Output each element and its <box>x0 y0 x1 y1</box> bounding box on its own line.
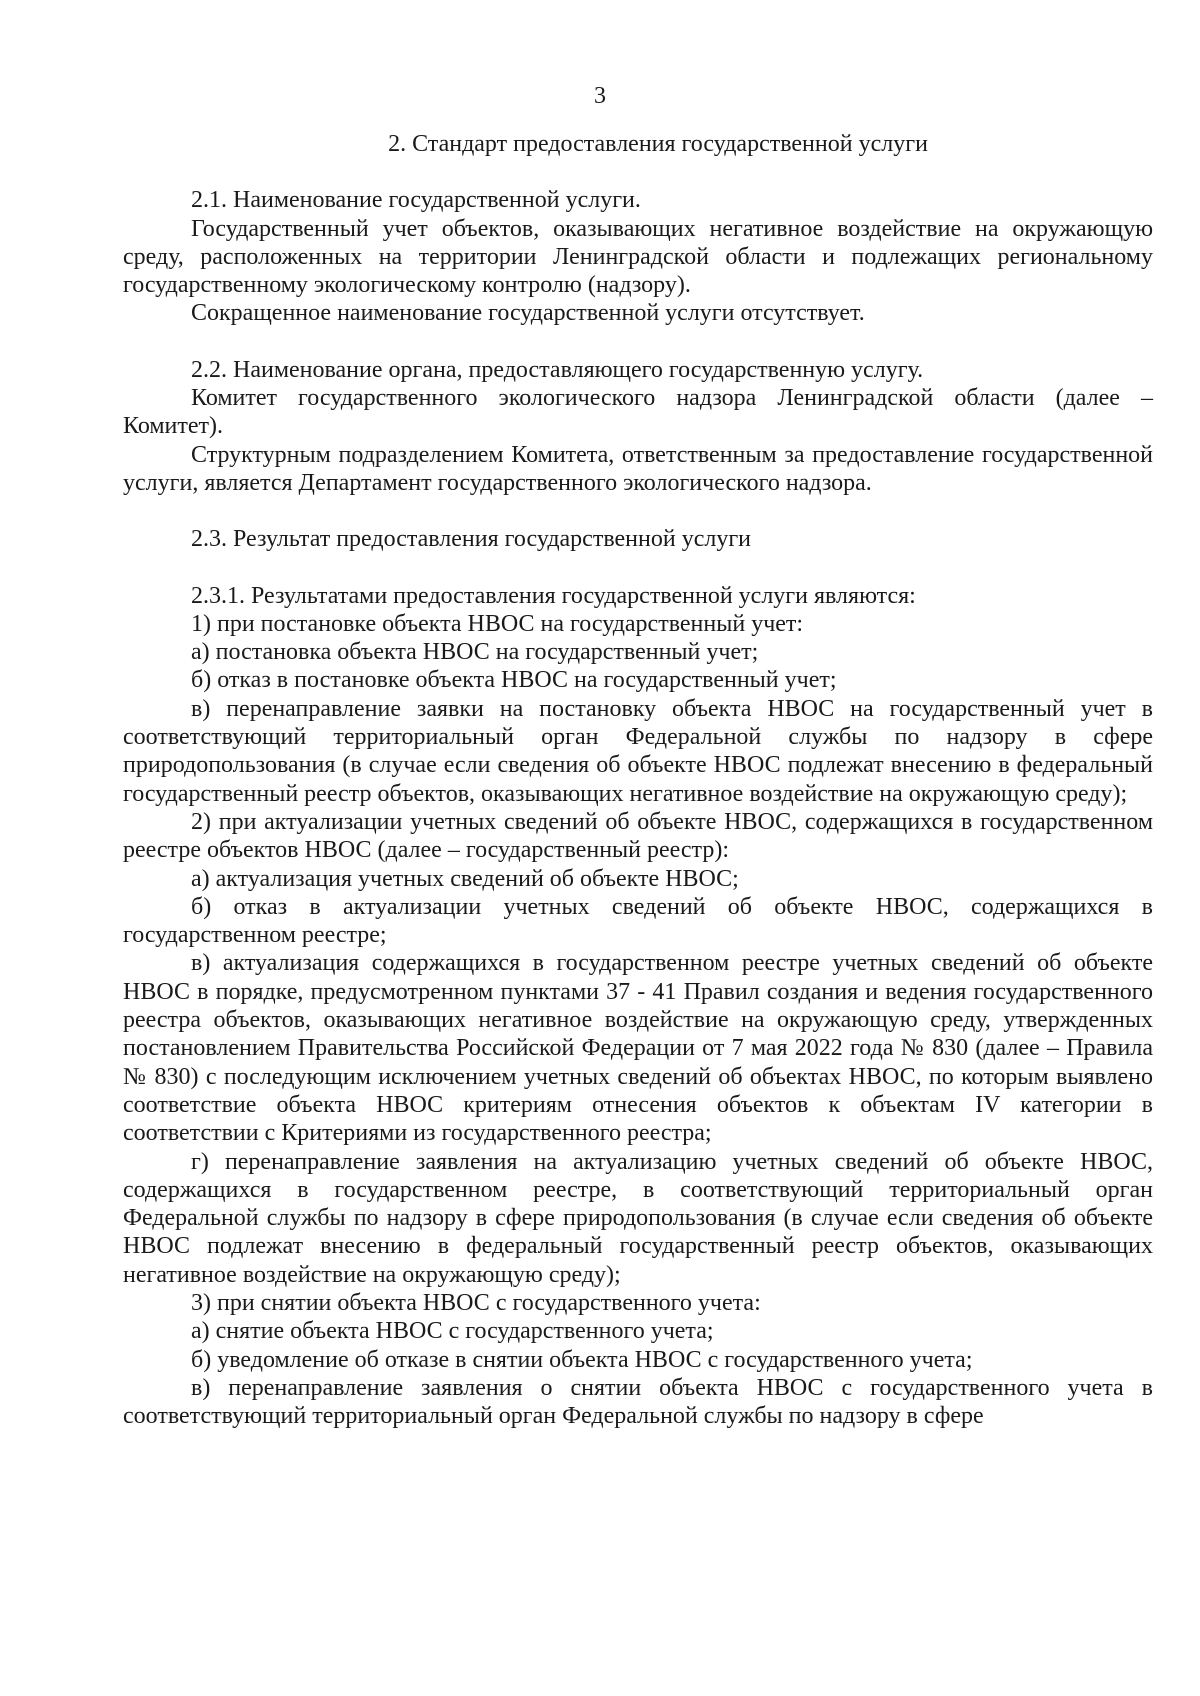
paragraph: г) перенаправление заявления на актуализацию учетных сведений об объекте НВОС, содержащихся в государственном реестре, в соответствующий территориальный орган Федеральной службы по надзору в сфере природопользования (в случае если сведения об объекте НВОС подлежат внесению в федеральный государственный реестр объектов, оказывающих негативное воздействие на окружающую среду); <box>123 1148 1153 1288</box>
paragraph: в) актуализация содержащихся в государственном реестре учетных сведений об объекте НВОС в порядке, предусмотренном пунктами 37 - 41 Правил создания и ведения государственного реестра объектов, оказывающих негативное воздействие на окружающую среду, утвержденных постановлением Правительства Российской Федерации от 7 мая 2022 года № 830 (далее – Правила № 830) с последующим исключением учетных сведений об объектах НВОС, по которым выявлено соответствие объекта НВОС критериям отнесения объектов к объектам IV категории в соответствии с Критериями из государственного реестра; <box>123 950 1153 1147</box>
paragraph: б) уведомление об отказе в снятии объекта НВОС с государственного учета; <box>191 1346 973 1373</box>
section-2-3 <box>123 525 1153 553</box>
section-title: 2. Стандарт предоставления государственной услуги <box>388 131 928 157</box>
paragraph: б) отказ в актуализации учетных сведений об объекте НВОС, содержащихся в государственном реестре; <box>123 893 1153 949</box>
paragraph: 2.3. Результат предоставления государственной услуги <box>191 526 752 553</box>
spacer <box>123 328 1153 356</box>
section-2-1 <box>123 186 1153 327</box>
paragraph: 2) при актуализации учетных сведений об объекте НВОС, содержащихся в государственном реестре объектов НВОС (далее – государственный реестр): <box>123 808 1153 864</box>
paragraph: Структурным подразделением Комитета, ответственным за предоставление государственной услуги, является Департамент государственного экологического надзора. <box>123 441 1153 496</box>
paragraph: Государственный учет объектов, оказывающих негативное воздействие на окружающую среду, расположенных на территории Ленинградской области и подлежащих региональному государственному экологическому контролю (надзору). <box>123 215 1153 299</box>
paragraph: 3) при снятии объекта НВОС с государственного учета: <box>191 1289 761 1316</box>
paragraph: 2.1. Наименование государственной услуги. <box>191 187 641 214</box>
paragraph: б) отказ в постановке объекта НВОС на государственный учет; <box>191 667 837 694</box>
paragraph: Комитет государственного экологического надзора Ленинградской области (далее – Комитет). <box>123 385 1153 440</box>
spacer <box>123 497 1153 525</box>
spacer <box>123 554 1153 582</box>
paragraph: в) перенаправление заявления о снятии объекта НВОС с государственного учета в соответствующий территориальный орган Федеральной службы по надзору в сфере <box>123 1374 1153 1430</box>
paragraph: а) актуализация учетных сведений об объекте НВОС; <box>191 865 739 892</box>
paragraph: а) постановка объекта НВОС на государственный учет; <box>191 639 759 666</box>
paragraph: в) перенаправление заявки на постановку объекта НВОС на государственный учет в соответствующий территориальный орган Федеральной службы по надзору в сфере природопользования (в случае если сведения об объекте НВОС подлежат внесению в федеральный государственный реестр объектов, оказывающих негативное воздействие на окружающую среду); <box>123 695 1153 807</box>
section-2-2 <box>123 356 1153 497</box>
document-body <box>123 130 1153 1430</box>
paragraph: 1) при постановке объекта НВОС на государственный учет: <box>191 610 804 637</box>
section-2-3-1 <box>123 582 1153 1431</box>
paragraph: а) снятие объекта НВОС с государственного учета; <box>191 1318 714 1345</box>
paragraph: Сокращенное наименование государственной услуги отсутствует. <box>191 300 865 327</box>
paragraph: 2.3.1. Результатами предоставления государственной услуги являются: <box>191 582 916 609</box>
paragraph: 2.2. Наименование органа, предоставляющего государственную услугу. <box>191 356 924 383</box>
page-number: 3 <box>594 83 606 109</box>
